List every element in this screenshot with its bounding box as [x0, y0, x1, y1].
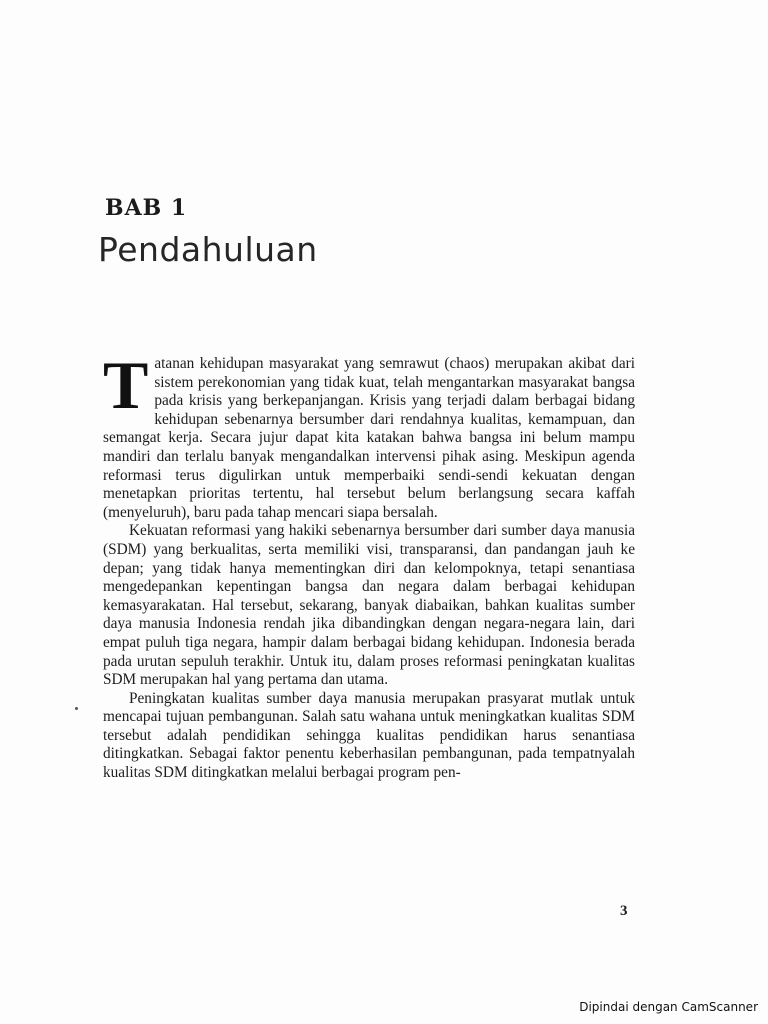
paragraph-1	[103, 347, 635, 522]
scan-speck	[75, 707, 78, 710]
drop-cap: T	[103, 347, 149, 423]
paragraph-1-text: atanan kehidupan masyarakat yang semrawut (chaos) merupakan akibat dari sistem perekonomian yang tidak kuat, telah mengantarkan masyarakat bangsa pada krisis yang berkepanjangan. Krisis yang terjadi dalam berbagai bidang kehidupan sebenarnya bersumber dari rendahnya kualitas, kemampuan, dan semangat kerja. Secara jujur dapat kita katakan bahwa bangsa ini belum mampu mandiri dan terlalu banyak mengandalkan intervensi pihak asing. Meskipun agenda reformasi terus digulirkan untuk memperbaiki sendi-sendi kekuatan dengan menetapkan prioritas tertentu, hal tersebut belum berlangsung secara kaffah (menyeluruh), baru pada tahap mencari siapa bersalah.	[103, 355, 635, 521]
paragraph-2: Kekuatan reformasi yang hakiki sebenarnya bersumber dari sumber daya manusia (SDM) yang berkualitas, serta memiliki visi, transparansi, dan pandangan jauh ke depan; yang tidak hanya mementingkan diri dan kelompoknya, tetapi senantiasa mengedepankan kepentingan bangsa dan negara dalam berbagai kehidupan kemasyarakatan. Hal tersebut, sekarang, banyak diabaikan, bahkan kualitas sumber daya manusia Indonesia rendah jika dibandingkan dengan negara-negara lain, dari empat puluh tiga negara, hampir dalam berbagai bidang kehidupan. Indonesia berada pada urutan sepuluh terakhir. Untuk itu, dalam proses reformasi peningkatan kualitas SDM merupakan hal yang pertama dan utama.	[103, 522, 635, 689]
page-number: 3	[620, 903, 628, 919]
body-text	[103, 347, 635, 783]
chapter-title: Pendahuluan	[98, 230, 318, 269]
scanner-watermark: Dipindai dengan CamScanner	[579, 1000, 758, 1014]
chapter-label: BAB 1	[105, 195, 188, 221]
paragraph-3: Peningkatan kualitas sumber daya manusia merupakan prasyarat mutlak untuk mencapai tujuan pembangunan. Salah satu wahana untuk meningkatkan kualitas SDM tersebut adalah pendidikan sehingga kualitas pendidikan harus senantiasa ditingkatkan. Sebagai faktor penentu keberhasilan pembangunan, pada tempatnyalah kualitas SDM ditingkatkan melalui berbagai program pen-	[103, 689, 635, 782]
